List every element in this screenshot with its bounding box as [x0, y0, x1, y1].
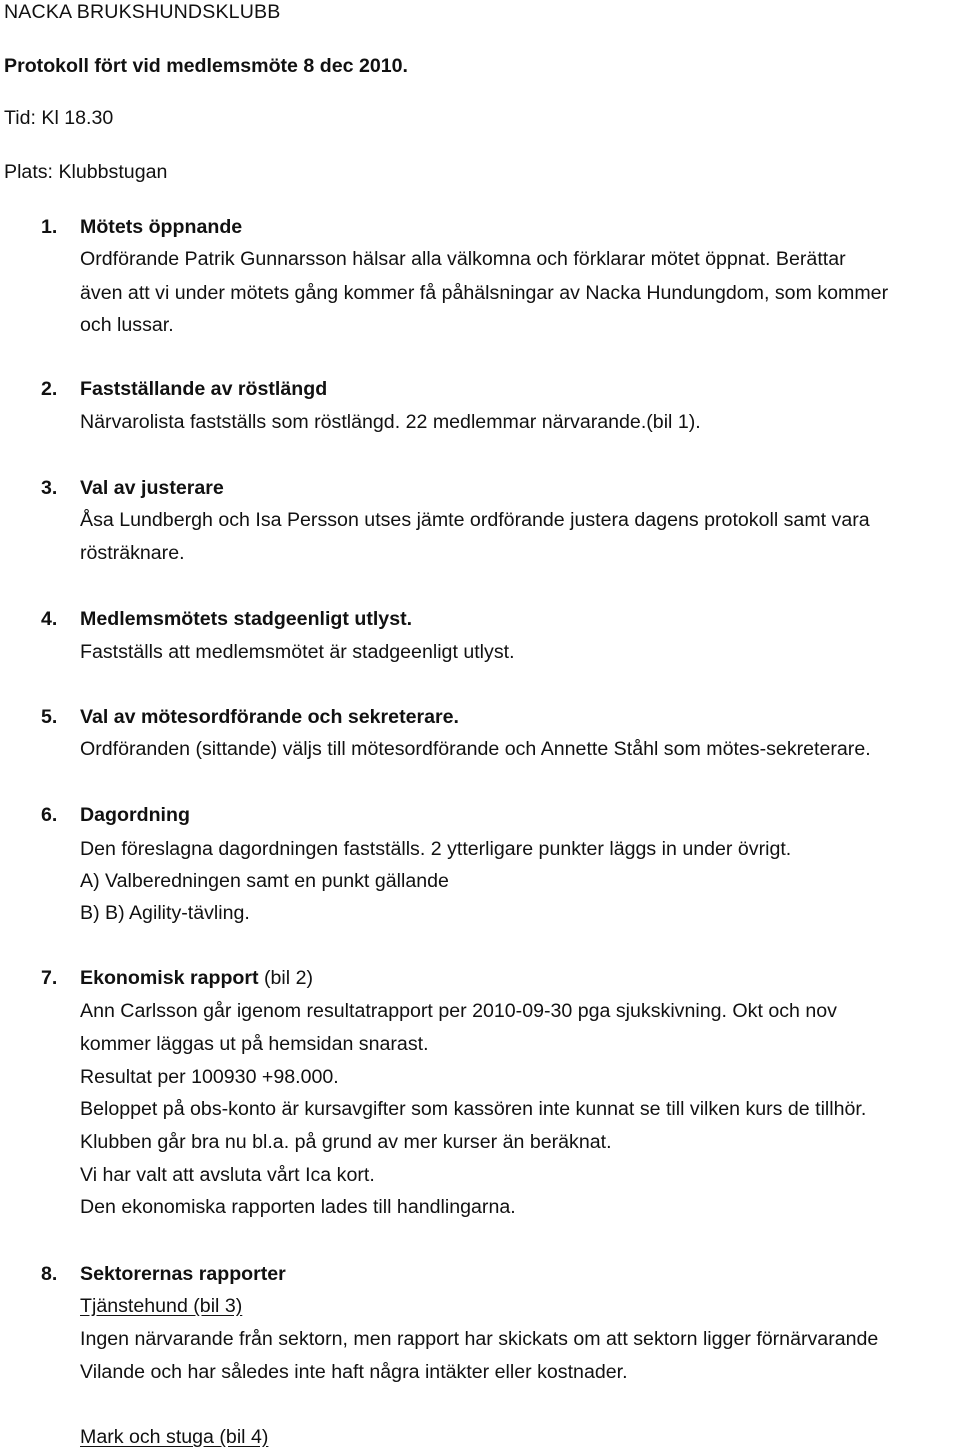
item-text-line: Den föreslagna dagordningen fastställs. 2 ytterligare punkter läggs in under övrigt.: [80, 838, 792, 860]
item-heading: Mötets öppnande: [80, 216, 243, 238]
item-number: 8.: [41, 1263, 58, 1285]
item-text-line: kommer läggas ut på hemsidan snarast.: [80, 1033, 429, 1055]
item-text-line: Resultat per 100930 +98.000.: [80, 1066, 339, 1088]
item-text-line: Vilande och har således inte haft några intäkter eller kostnader.: [80, 1361, 628, 1383]
item-text-line: rösträknare.: [80, 542, 185, 564]
item-text-line: och lussar.: [80, 314, 174, 336]
item-text-line: Ingen närvarande från sektorn, men rapport har skickats om att sektorn ligger förnärvarande: [80, 1328, 879, 1350]
item-heading-row: [80, 966, 313, 990]
meeting-time: Tid: Kl 18.30: [4, 107, 114, 129]
item-heading: Dagordning: [80, 804, 190, 826]
item-number: 6.: [41, 804, 58, 826]
item-text-line: A) Valberedningen samt en punkt gällande: [80, 870, 449, 892]
meeting-place: Plats: Klubbstugan: [4, 161, 168, 183]
item-number: 5.: [41, 706, 58, 728]
item-text-line: Klubben går bra nu bl.a. på grund av mer kurser än beräknat.: [80, 1131, 612, 1153]
item-text-line: Den ekonomiska rapporten lades till handlingarna.: [80, 1196, 516, 1218]
item-heading-suffix: (bil 2): [258, 967, 314, 989]
item-text-line: även att vi under mötets gång kommer få påhälsningar av Nacka Hundungdom, som kommer: [80, 282, 889, 304]
item-text-line: B) B) Agility-tävling.: [80, 902, 250, 924]
subsection-heading: Tjänstehund (bil 3): [80, 1295, 243, 1317]
subsection-heading: Mark och stuga (bil 4): [80, 1426, 269, 1448]
item-heading: Val av justerare: [80, 477, 224, 499]
item-number: 7.: [41, 967, 58, 989]
item-heading: Medlemsmötets stadgeenligt utlyst.: [80, 608, 413, 630]
item-heading: Ekonomisk rapport: [80, 967, 259, 989]
document-title: Protokoll fört vid medlemsmöte 8 dec 2010.: [4, 55, 408, 77]
item-text-line: Närvarolista fastställs som röstlängd. 22 medlemmar närvarande.(bil 1).: [80, 411, 701, 433]
item-heading: Val av mötesordförande och sekreterare.: [80, 706, 459, 728]
item-text-line: Beloppet på obs-konto är kursavgifter som kassören inte kunnat se till vilken kurs de tillhör.: [80, 1098, 867, 1120]
item-text-line: Fastställs att medlemsmötet är stadgeenligt utlyst.: [80, 641, 515, 663]
item-heading: Fastställande av röstlängd: [80, 378, 328, 400]
item-number: 1.: [41, 216, 58, 238]
item-text-line: Vi har valt att avsluta vårt Ica kort.: [80, 1164, 375, 1186]
item-text-line: Åsa Lundbergh och Isa Persson utses jämte ordförande justera dagens protokoll samt vara: [80, 509, 870, 531]
item-heading: Sektorernas rapporter: [80, 1263, 286, 1285]
item-number: 3.: [41, 477, 58, 499]
club-header: NACKA BRUKSHUNDSKLUBB: [4, 1, 281, 23]
item-text-line: Ordföranden (sittande) väljs till mötesordförande och Annette Ståhl som mötes-sekreterare.: [80, 738, 871, 760]
item-number: 4.: [41, 608, 58, 630]
item-number: 2.: [41, 378, 58, 400]
item-text-line: Ann Carlsson går igenom resultatrapport per 2010-09-30 pga sjukskivning. Okt och nov: [80, 1000, 837, 1022]
item-text-line: Ordförande Patrik Gunnarsson hälsar alla välkomna och förklarar mötet öppnat. Berättar: [80, 248, 846, 270]
